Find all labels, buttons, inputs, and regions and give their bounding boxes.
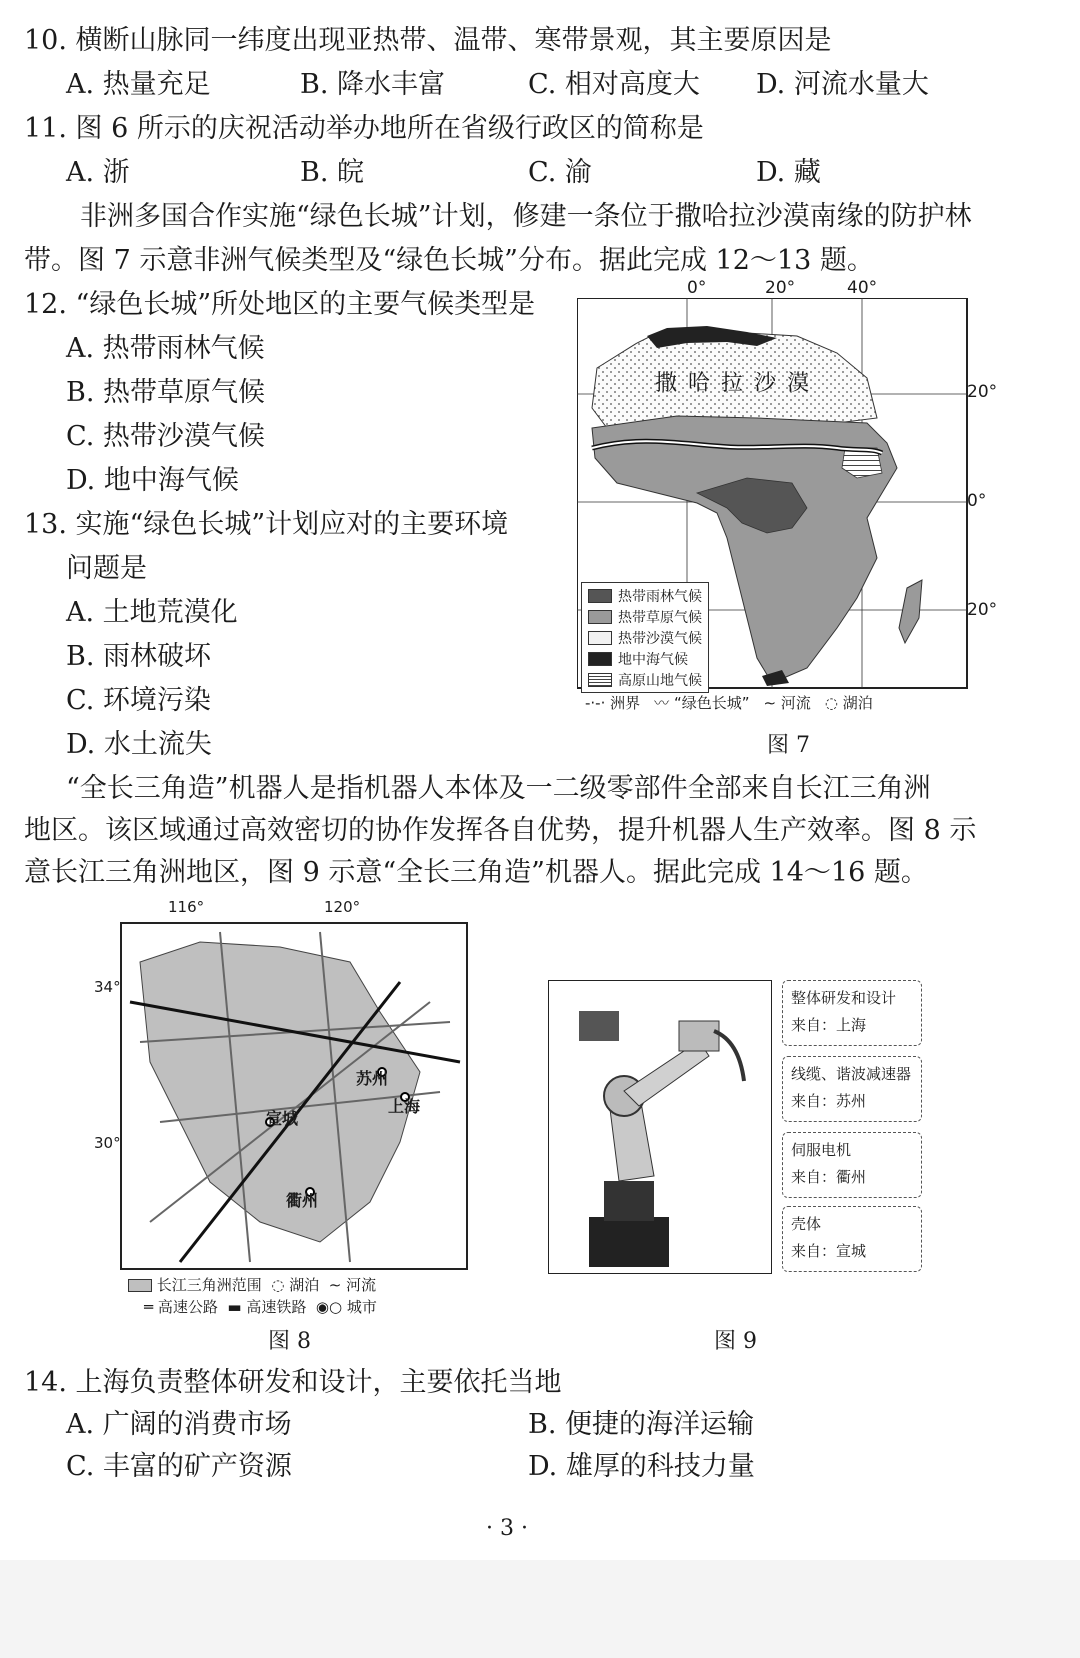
part-box-servo — [782, 1132, 922, 1198]
fig7-legend — [581, 582, 709, 693]
q10-option-b: B. 降水丰富 — [300, 69, 446, 100]
question-11-stem: 11. 图 6 所示的庆祝活动举办地所在省级行政区的简称是 — [24, 113, 704, 144]
q13-option-b: B. 雨林破坏 — [66, 641, 212, 672]
q13-option-c: C. 环境污染 — [66, 685, 211, 716]
legend-railway: 高速铁路 — [246, 1298, 307, 1316]
q13-option-d: D. 水土流失 — [66, 729, 212, 760]
fig7-lat-20s: 20° — [967, 600, 998, 620]
boundary-label: 洲界 — [610, 694, 641, 712]
river-legend: ∼ 河流 — [763, 694, 811, 712]
q14-option-b: B. 便捷的海洋运输 — [528, 1409, 755, 1440]
part-origin: 来自：衢州 — [791, 1168, 867, 1186]
part-box-shell — [782, 1206, 922, 1272]
legend-label: 热带草原气候 — [618, 609, 702, 626]
q11-option-b: B. 皖 — [300, 157, 365, 188]
question-14-stem: 14. 上海负责整体研发和设计，主要依托当地 — [24, 1367, 562, 1398]
legend-swatch — [588, 673, 612, 687]
fig7-legend-item — [588, 627, 702, 648]
legend-swatch — [588, 631, 612, 645]
q14-option-d: D. 雄厚的科技力量 — [528, 1451, 755, 1482]
legend-highway: 高速公路 — [157, 1298, 218, 1316]
fig8-lon-116: 116° — [168, 898, 205, 916]
q13-option-a: A. 土地荒漠化 — [66, 597, 238, 628]
fig7-legend-item — [588, 606, 702, 627]
fig8-lon-120: 120° — [324, 898, 361, 916]
q12-option-d: D. 地中海气候 — [66, 465, 239, 496]
q10-option-c: C. 相对高度大 — [528, 69, 700, 100]
delta-swatch — [128, 1279, 152, 1292]
robot-arm-icon — [549, 981, 771, 1273]
question-13-stem-line-2: 问题是 — [66, 553, 147, 584]
lake-legend: ◌ 湖泊 — [824, 694, 873, 712]
fig7-legend-item — [588, 648, 702, 669]
fig7-legend-item — [588, 669, 702, 690]
page-footer-margin — [0, 1560, 1080, 1658]
question-12-stem: 12. “绿色长城”所处地区的主要气候类型是 — [24, 289, 536, 320]
intro-14-16-line-2: 地区。该区域通过高效密切的协作发挥各自优势，提升机器人生产效率。图 8 示 — [24, 815, 977, 846]
fig7-lat-0: 0° — [967, 491, 987, 511]
legend-lake: 湖泊 — [289, 1276, 320, 1294]
q12-option-a: A. 热带雨林气候 — [66, 333, 265, 364]
part-name: 壳体 — [791, 1215, 822, 1233]
lake-label: 湖泊 — [842, 694, 873, 712]
question-13-stem-line-1: 13. 实施“绿色长城”计划应对的主要环境 — [24, 509, 509, 540]
figure-8 — [88, 898, 508, 1354]
part-box-cable — [782, 1056, 922, 1122]
intro-12-13-line-1: 非洲多国合作实施“绿色长城”计划，修建一条位于撒哈拉沙漠南缘的防护林 — [80, 201, 972, 232]
q14-option-c: C. 丰富的矿产资源 — [66, 1451, 292, 1482]
city-quzhou: 衢州 — [286, 1191, 319, 1210]
legend-swatch — [588, 610, 612, 624]
green-wall-legend: 〰 “绿色长城” — [654, 694, 750, 712]
part-origin: 来自：苏州 — [791, 1092, 867, 1110]
fig7-desert-label: 撒 哈 拉 沙 漠 — [655, 371, 811, 396]
q14-option-a: A. 广阔的消费市场 — [66, 1409, 292, 1440]
green-wall-label: “绿色长城” — [673, 694, 750, 712]
river-label: 河流 — [780, 694, 811, 712]
fig7-legend-item — [588, 585, 702, 606]
q10-option-d: D. 河流水量大 — [756, 69, 929, 100]
q10-option-a: A. 热量充足 — [66, 69, 211, 100]
fig7-bottom-legend — [585, 692, 873, 713]
intro-12-13-line-2: 带。图 7 示意非洲气候类型及“绿色长城”分布。据此完成 12～13 题。 — [24, 245, 874, 276]
part-origin: 来自：上海 — [791, 1016, 867, 1034]
fig8-legend-row-2: ═ 高速公路 ▬ 高速铁路 ◉○ 城市 — [144, 1298, 377, 1316]
city-shanghai: 上海 — [388, 1097, 421, 1116]
boundary-legend: -·-· 洲界 — [585, 694, 641, 712]
question-10-stem: 10. 横断山脉同一纬度出现亚热带、温带、寒带景观，其主要原因是 — [24, 25, 832, 56]
fig7-lon-40: 40° — [847, 278, 878, 298]
part-origin: 来自：宣城 — [791, 1242, 867, 1260]
legend-label: 热带雨林气候 — [618, 588, 702, 605]
legend-delta: 长江三角洲范围 — [156, 1276, 262, 1294]
figure-9 — [548, 976, 1048, 1354]
intro-14-16-line-1: “全长三角造”机器人是指机器人本体及一二级零部件全部来自长江三角洲 — [66, 773, 931, 804]
part-box-design — [782, 980, 922, 1046]
part-name: 伺服电机 — [791, 1141, 852, 1159]
intro-14-16-line-3: 意长江三角洲地区，图 9 示意“全长三角造”机器人。据此完成 14～16 题。 — [24, 857, 928, 888]
q12-option-b: B. 热带草原气候 — [66, 377, 266, 408]
fig9-caption: 图 9 — [714, 1329, 757, 1354]
fig8-legend-row-1: 长江三角洲范围 ◌ 湖泊 ∼ 河流 — [128, 1274, 376, 1295]
legend-city: 城市 — [346, 1298, 377, 1316]
legend-label: 热带沙漠气候 — [618, 630, 702, 647]
fig7-lon-20: 20° — [765, 278, 796, 298]
robot-photo — [548, 980, 772, 1274]
fig8-caption: 图 8 — [268, 1329, 311, 1354]
city-xuancheng: 宣城 — [266, 1109, 299, 1128]
legend-label: 高原山地气候 — [618, 672, 702, 689]
fig7-lon-0: 0° — [687, 278, 707, 298]
fig7-caption: 图 7 — [767, 733, 810, 758]
q11-option-d: D. 藏 — [756, 157, 821, 188]
fig8-lat-30: 30° — [94, 1134, 121, 1152]
page-number: · 3 · — [486, 1516, 528, 1541]
part-name: 线缆、谐波减速器 — [791, 1065, 912, 1083]
q12-option-c: C. 热带沙漠气候 — [66, 421, 265, 452]
legend-swatch — [588, 589, 612, 603]
fig8-lat-34: 34° — [94, 978, 121, 996]
q11-option-a: A. 浙 — [66, 157, 130, 188]
legend-river: 河流 — [346, 1276, 377, 1294]
fig7-lat-20n: 20° — [967, 382, 998, 402]
figure-7 — [575, 278, 1025, 758]
legend-label: 地中海气候 — [618, 651, 688, 668]
city-suzhou: 苏州 — [356, 1069, 389, 1088]
q11-option-c: C. 渝 — [528, 157, 592, 188]
part-name: 整体研发和设计 — [791, 989, 897, 1007]
legend-swatch — [588, 652, 612, 666]
